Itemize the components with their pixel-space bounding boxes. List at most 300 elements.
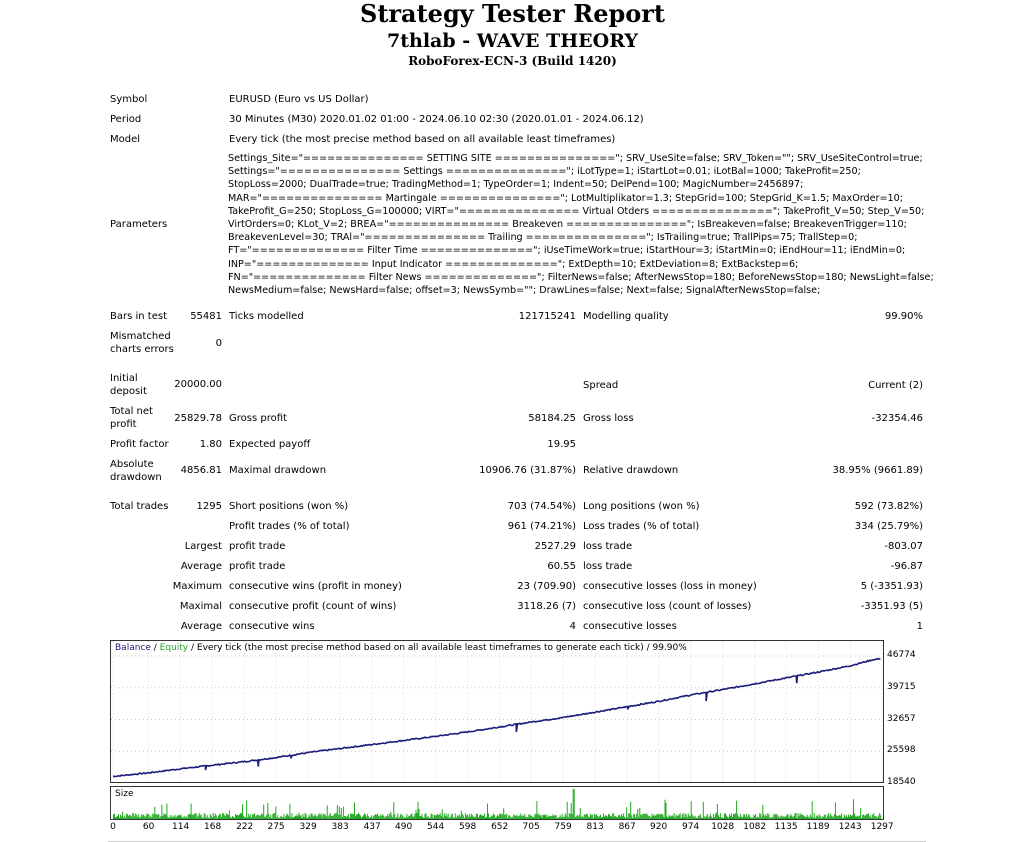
size-bar (463, 815, 464, 819)
size-bar (647, 815, 648, 819)
size-bar (715, 814, 716, 819)
size-bar (370, 817, 371, 819)
mismatch-label-2: charts errors (110, 344, 174, 355)
size-bar (119, 818, 120, 820)
size-bar (364, 814, 365, 820)
size-bar (322, 817, 323, 819)
size-bar (873, 813, 874, 819)
size-bar (265, 816, 266, 819)
size-bar (689, 815, 690, 819)
size-bar (215, 814, 216, 819)
size-bar (613, 813, 614, 819)
size-bar (486, 817, 487, 819)
y-tick-label: 32657 (887, 713, 916, 724)
size-bar (478, 817, 479, 819)
size-bar (177, 816, 178, 819)
maximal-loss-label: consecutive loss (count of losses) (583, 601, 752, 612)
size-bar (721, 817, 722, 819)
size-bar (840, 816, 841, 819)
size-bar (709, 816, 710, 819)
size-bar (448, 814, 449, 819)
size-bar (216, 815, 217, 819)
size-bar (454, 817, 455, 819)
size-bar (286, 814, 287, 819)
x-tick-label: 920 (650, 822, 668, 832)
size-bar (170, 815, 171, 819)
parameters-text (228, 152, 934, 297)
size-bar (293, 817, 294, 819)
size-bar (154, 807, 155, 819)
size-bar (180, 816, 181, 819)
size-bar (608, 814, 609, 819)
size-bar (462, 814, 463, 819)
size-bar (630, 802, 631, 819)
size-bar (297, 814, 298, 819)
size-bar (306, 814, 307, 819)
size-bar (384, 817, 385, 819)
size-bar (497, 815, 498, 819)
size-bar (663, 815, 664, 819)
size-bar (519, 815, 520, 819)
size-bar (835, 802, 836, 819)
size-bar (532, 817, 533, 819)
size-bar (242, 804, 243, 819)
size-bar (595, 815, 596, 819)
size-bar (574, 789, 575, 819)
size-bar (830, 813, 831, 819)
size-bar (291, 813, 292, 819)
size-bar (191, 804, 192, 819)
size-bar (536, 801, 537, 819)
size-bar (416, 810, 417, 819)
x-tick-label: 437 (363, 822, 381, 832)
size-bar (808, 816, 809, 819)
size-bar (173, 817, 174, 819)
size-bar (658, 814, 659, 819)
period-label: Period (110, 114, 142, 125)
profit-trades-label: Profit trades (% of total) (229, 521, 350, 532)
size-bar (222, 813, 223, 819)
size-bar (197, 817, 198, 819)
size-bar (834, 814, 835, 819)
size-bar (713, 814, 714, 819)
size-bar (328, 816, 329, 819)
size-bar (182, 817, 183, 819)
size-bar (809, 818, 810, 820)
size-bar (383, 816, 384, 819)
size-bar (122, 812, 123, 819)
size-bar (514, 815, 515, 819)
size-bar (285, 816, 286, 819)
size-bar (123, 817, 124, 819)
size-bar (737, 814, 738, 819)
size-bar (164, 814, 165, 819)
size-bar (118, 814, 119, 819)
size-bar (482, 816, 483, 819)
size-label: Size (115, 789, 134, 799)
size-bar (266, 815, 267, 819)
model-value: Every tick (the most precise method based on all available least timeframes) (229, 134, 616, 145)
size-bar (372, 818, 373, 819)
size-bar (271, 818, 272, 819)
x-tick-label: 867 (618, 822, 636, 832)
size-bar (803, 815, 804, 819)
size-bar (489, 817, 490, 819)
grossloss-value: -32354.46 (871, 413, 923, 424)
size-bar (652, 816, 653, 819)
size-bar (866, 814, 867, 819)
size-bar (508, 815, 509, 819)
x-tick-label: 544 (427, 822, 445, 832)
size-bar (837, 816, 838, 819)
size-bar (876, 817, 877, 820)
size-bar (638, 817, 639, 819)
size-bar (639, 808, 640, 819)
parameters-line: FN="============== Filter News =============="; FilterNews=false; AfterNewsStop=180; BeforeNewsStop=180; NewsLight=false; (228, 271, 934, 283)
size-bar (476, 814, 477, 820)
size-bar (445, 816, 446, 819)
size-bar (134, 816, 135, 819)
size-bar (314, 816, 315, 820)
size-bar (503, 808, 504, 819)
largest-profit-label: profit trade (229, 541, 286, 552)
netprofit-label-1: Total net (110, 406, 153, 417)
x-tick-label: 275 (267, 822, 285, 832)
size-bar (534, 814, 535, 819)
size-bar (856, 817, 857, 819)
size-bar (614, 817, 615, 820)
size-bar (337, 805, 338, 819)
size-bar (849, 817, 850, 820)
size-bar (802, 814, 803, 819)
x-tick-label: 705 (522, 822, 540, 832)
size-bar (320, 815, 321, 819)
size-bar (159, 818, 160, 819)
size-bar (731, 813, 732, 819)
size-bar (377, 813, 378, 819)
size-bar (607, 817, 608, 819)
size-bar (706, 816, 707, 819)
size-bar (825, 815, 826, 819)
y-tick-label: 46774 (887, 650, 916, 660)
size-bar (771, 817, 772, 819)
size-bar (644, 814, 645, 819)
size-bar (310, 817, 311, 819)
size-bar (723, 818, 724, 819)
size-bar (221, 817, 222, 819)
size-bar (592, 815, 593, 819)
size-bar (226, 813, 227, 819)
size-bar (331, 816, 332, 819)
size-bar (761, 817, 762, 819)
size-bar (535, 814, 536, 820)
size-bar (555, 815, 556, 819)
parameters-line: Settings="=============== Settings ==============="; iLotType=1; iStartLot=0.01; iLotBal=1000; TakeProfit=250; (228, 166, 861, 178)
size-bar (758, 818, 759, 820)
size-bar (128, 816, 129, 819)
size-bar (745, 817, 746, 819)
size-bar (541, 815, 542, 819)
size-bar (579, 815, 580, 819)
size-bar (408, 816, 409, 819)
size-bar (274, 813, 275, 819)
x-tick-label: 1135 (774, 822, 798, 832)
size-bar (309, 815, 310, 819)
size-bar (667, 816, 668, 819)
size-bar (521, 816, 522, 819)
loss-trades-value: 334 (25.79%) (854, 521, 923, 532)
size-bar (190, 814, 191, 819)
size-bar (204, 813, 205, 819)
size-bar (879, 813, 880, 819)
size-bar (786, 816, 787, 819)
size-bar (200, 815, 201, 819)
parameters-line: TakeProfit_G=250; StopLoss_G=100000; VIRT="=============== Virtual Otders ==============="; TakeProfit_V=50; Step_V=50; (228, 205, 925, 217)
x-tick-label: 222 (236, 822, 254, 832)
maximal-profit-label: consecutive profit (count of wins) (229, 601, 397, 612)
size-bar (815, 818, 816, 819)
loss-trades-label: Loss trades (% of total) (583, 521, 700, 532)
size-bar (401, 815, 402, 819)
size-bar (192, 815, 193, 819)
size-bar (688, 813, 689, 819)
size-bar (626, 807, 627, 819)
size-bar (244, 817, 245, 819)
y-tick-label: 18540 (887, 777, 916, 787)
avg-losses-label: consecutive losses (583, 621, 677, 632)
size-bar (578, 817, 579, 820)
size-bar (354, 802, 355, 819)
size-bar (287, 814, 288, 819)
size-bar (846, 815, 847, 819)
size-bar (701, 817, 702, 819)
parameters-label: Parameters (110, 219, 168, 230)
size-bar (343, 807, 344, 819)
legend-equity: Equity (159, 643, 189, 653)
size-bar (526, 817, 527, 819)
size-bar (850, 815, 851, 819)
size-bar (522, 815, 523, 819)
size-bar (854, 813, 855, 819)
size-bar (437, 814, 438, 819)
x-tick-label: 813 (586, 822, 604, 832)
size-bar (772, 817, 773, 819)
size-bar (762, 805, 763, 819)
size-bar (471, 814, 472, 819)
size-bar (172, 815, 173, 819)
size-bar (428, 816, 429, 819)
size-bar (730, 816, 731, 819)
size-bar (751, 818, 752, 819)
size-bar (366, 817, 367, 819)
size-bar (203, 818, 204, 819)
size-bar (631, 815, 632, 819)
size-bar (625, 818, 626, 819)
size-bar (382, 814, 383, 819)
size-bar (275, 807, 276, 820)
size-bar (380, 814, 381, 819)
size-bar (686, 815, 687, 820)
size-bar (648, 816, 649, 819)
size-bar (400, 814, 401, 819)
size-bar (502, 814, 503, 819)
size-bar (440, 813, 441, 819)
x-tick-label: 1243 (838, 822, 862, 832)
size-bar (349, 818, 350, 820)
size-bar (232, 816, 233, 819)
size-bar (406, 814, 407, 819)
size-bar (305, 813, 306, 819)
size-bar (609, 815, 610, 819)
size-bar (348, 814, 349, 819)
size-bar (199, 813, 200, 819)
size-bar (146, 814, 147, 819)
size-bar (241, 814, 242, 820)
balance-chart-svg (111, 641, 883, 782)
netprofit-label-2: profit (110, 419, 137, 430)
size-bar (323, 814, 324, 820)
size-bar (699, 816, 700, 819)
size-bar (672, 815, 673, 819)
size-bar (641, 815, 642, 819)
size-bar (675, 818, 676, 820)
size-bar (255, 816, 256, 819)
size-bar (147, 814, 148, 819)
size-bar (559, 817, 560, 819)
size-bar (143, 815, 144, 819)
size-bar (588, 816, 589, 819)
size-bar (338, 815, 339, 819)
size-bar (413, 816, 414, 819)
size-bar (429, 818, 430, 819)
size-bar (558, 818, 559, 819)
maximum-label: Maximum (172, 581, 222, 592)
size-bar (153, 814, 154, 819)
size-bar (545, 815, 546, 819)
size-bar (716, 812, 717, 819)
absdd-value: 4856.81 (180, 465, 222, 476)
size-bar (250, 814, 251, 819)
size-bar (126, 814, 127, 819)
size-bar (127, 814, 128, 819)
size-bar (691, 801, 692, 819)
size-bar (822, 816, 823, 819)
size-bar (185, 818, 186, 820)
size-bar (795, 813, 796, 819)
size-bar (714, 817, 715, 819)
size-bar (869, 817, 870, 819)
size-bar (335, 813, 336, 819)
size-bar (606, 816, 607, 819)
size-bar (622, 816, 623, 819)
size-bar (481, 815, 482, 819)
size-bar (449, 818, 450, 819)
size-bar (270, 815, 271, 819)
size-bar (821, 818, 822, 819)
size-bar (483, 816, 484, 819)
size-bar (458, 816, 459, 819)
quality-label: Modelling quality (583, 311, 669, 322)
size-bar (774, 815, 775, 819)
size-bar (665, 800, 666, 819)
size-bar (589, 817, 590, 819)
size-bar (863, 814, 864, 819)
size-bar (752, 818, 753, 819)
x-tick-label: 0 (110, 822, 116, 832)
size-bar (633, 814, 634, 819)
size-bar (799, 816, 800, 819)
size-bar (732, 817, 733, 819)
size-bar (167, 817, 168, 819)
size-bar (698, 816, 699, 819)
size-bar (525, 817, 526, 819)
size-bar (117, 816, 118, 819)
size-bar (858, 817, 859, 820)
reldd-label: Relative drawdown (583, 465, 679, 476)
size-bar (806, 817, 807, 819)
size-bar (186, 816, 187, 819)
size-bar (217, 818, 218, 819)
size-bar (787, 815, 788, 819)
size-bar (839, 815, 840, 819)
size-bar (312, 814, 313, 820)
size-bar (617, 817, 618, 819)
size-bar (356, 814, 357, 819)
size-bar (824, 815, 825, 819)
size-bar (307, 818, 308, 819)
size-bar (649, 816, 650, 819)
largest-label: Largest (184, 541, 222, 552)
size-bar (741, 817, 742, 819)
x-tick-label: 652 (491, 822, 509, 832)
size-bar (528, 814, 529, 819)
size-bar (680, 813, 681, 819)
size-bar (239, 814, 240, 819)
size-bar (189, 814, 190, 819)
size-bar (676, 815, 677, 819)
balance-line (113, 659, 880, 777)
size-bar (640, 814, 641, 819)
size-bar (773, 814, 774, 819)
size-bar (583, 817, 584, 819)
size-bar (827, 815, 828, 819)
size-bar (303, 814, 304, 819)
size-bar (777, 817, 778, 819)
size-bar (877, 818, 878, 819)
size-bar (637, 809, 638, 819)
size-bar (659, 815, 660, 819)
size-bar (655, 816, 656, 819)
size-bar (813, 817, 814, 819)
size-bar (717, 804, 718, 819)
size-bar (798, 814, 799, 820)
size-bar (492, 816, 493, 819)
size-bar (790, 816, 791, 819)
size-bar (304, 817, 305, 819)
spread-value: Current (2) (868, 380, 923, 391)
size-bar (838, 816, 839, 819)
size-bar (385, 816, 386, 819)
size-bar (202, 817, 203, 819)
size-bar (162, 816, 163, 819)
size-bar (871, 818, 872, 820)
size-bar (473, 817, 474, 819)
size-bar (586, 814, 587, 819)
size-bar (363, 815, 364, 819)
size-bar (466, 815, 467, 819)
size-bar (739, 817, 740, 819)
size-bar (187, 818, 188, 819)
